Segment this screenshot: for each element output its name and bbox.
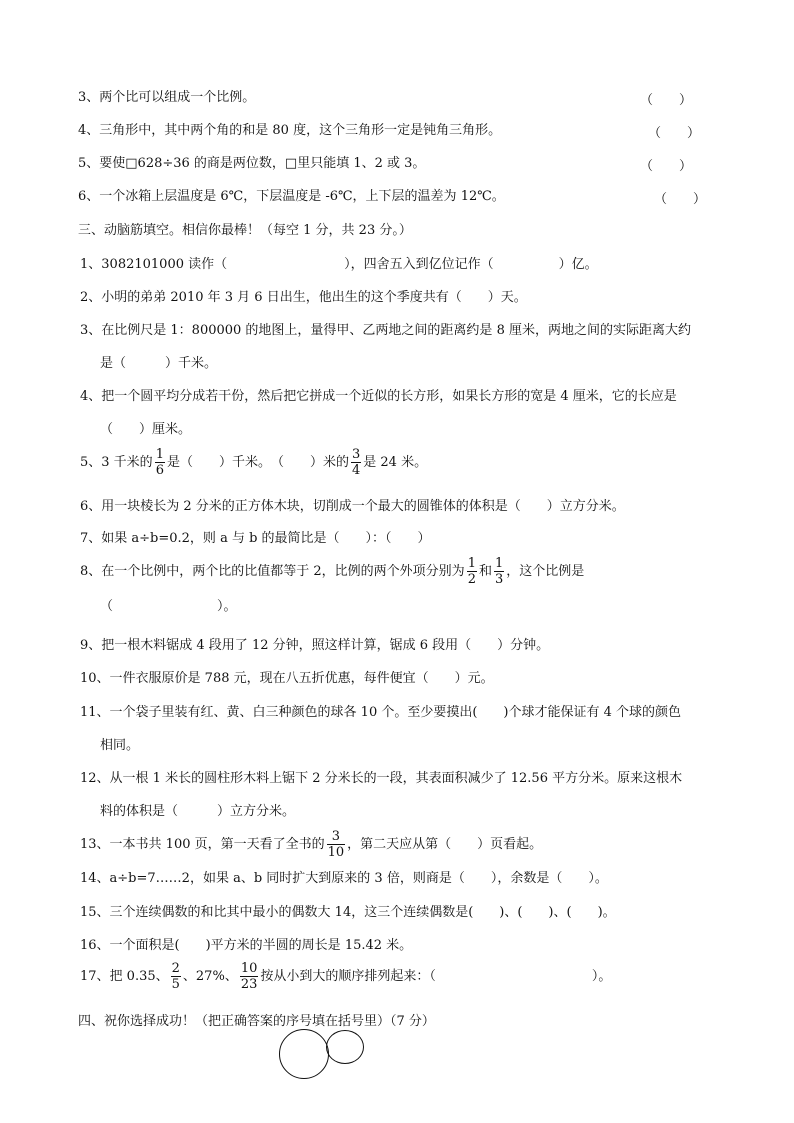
fraction <box>351 447 361 478</box>
numerator: 3 <box>351 447 361 462</box>
question-3: 3、在比例尺是 1：800000 的地图上，量得甲、乙两地之间的距离约是 8 厘米，两地之间的实际距离大约 <box>80 323 691 338</box>
question-2: 2、小明的弟弟 2010 年 3 月 6 日出生，他出生的这个季度共有（ ）天。 <box>80 290 527 305</box>
section-title: 三、动脑筋填空。相信你最棒！（每空 1 分，共 23 分。） <box>78 223 412 238</box>
numerator: 1 <box>467 556 476 571</box>
fraction <box>155 447 165 478</box>
numerator: 1 <box>494 556 504 571</box>
answer-paren[interactable]: （ ） <box>648 126 701 141</box>
question-4: 4、把一个圆平均分成若干份，然后把它拼成一个近似的长方形，如果长方形的宽是 4 厘米，它的长应是 <box>80 389 677 404</box>
q5-part1: 5、3 千米的 <box>80 455 153 470</box>
q5-part3: 是 24 米。 <box>363 455 428 470</box>
question-11-cont: 相同。 <box>100 738 140 753</box>
numerator: 3 <box>331 829 341 844</box>
fraction <box>467 556 477 587</box>
judge-q6: 6、一个冰箱上层温度是 6℃，下层温度是 -6℃，上下层的温差为 12℃。 <box>78 189 505 204</box>
denominator: 3 <box>494 572 504 587</box>
question-16: 16、一个面积是( )平方米的半圆的周长是 15.42 米。 <box>80 938 413 953</box>
numerator: 1 <box>155 447 164 462</box>
question-3-cont: 是（ ）千米。 <box>100 356 218 371</box>
question-12-cont: 料的体积是（ ）立方分米。 <box>100 804 296 819</box>
answer-paren[interactable]: （ ） <box>640 93 693 108</box>
q17-part3: 按从小到大的顺序排列起来：（ ）。 <box>260 969 612 984</box>
question-13 <box>80 828 542 862</box>
q13-part2: ，第二天应从第（ ）页看起。 <box>347 837 543 852</box>
fraction <box>327 829 346 860</box>
q17-part1: 17、把 0.35、 <box>80 969 169 984</box>
circle-shape <box>279 1029 329 1079</box>
question-9: 9、把一根木料锯成 4 段用了 12 分钟，照这样计算，锯成 6 段用（ ）分钟。 <box>80 638 550 653</box>
question-12: 12、从一根 1 米长的圆柱形木料上锯下 2 分米长的一段，其表面积减少了 12.56 平方分米。原来这根木 <box>80 771 683 786</box>
numerator: 10 <box>240 961 258 976</box>
q8-part1: 8、在一个比例中，两个比的比值都等于 2，比例的两个外项分别为 <box>80 564 465 579</box>
judge-q4: 4、三角形中，其中两个角的和是 80 度，这个三角形一定是钝角三角形。 <box>78 123 502 138</box>
fraction <box>171 961 181 992</box>
q13-part1: 13、一本书共 100 页，第一天看了全书的 <box>80 837 325 852</box>
denominator: 10 <box>327 845 345 860</box>
question-1: 1、3082101000 读作（ ），四舍五入到亿位记作（ ）亿。 <box>80 257 598 272</box>
question-5 <box>80 446 427 480</box>
answer-paren[interactable]: （ ） <box>654 192 707 207</box>
q5-part2: 是（ ）千米。 （ ）米的 <box>166 455 349 470</box>
q17-part2: 、27%、 <box>182 969 238 984</box>
denominator: 4 <box>351 463 361 478</box>
question-7: 7、如果 a÷b=0.2，则 a 与 b 的最简比是（ ）：（ ） <box>80 531 431 546</box>
denominator: 5 <box>171 977 180 992</box>
q8-part3: ，这个比例是 <box>506 564 585 579</box>
circle-shape <box>326 1030 364 1064</box>
denominator: 6 <box>155 463 164 478</box>
fraction <box>494 556 504 587</box>
question-11: 11、一个袋子里装有红、黄、白三种颜色的球各 10 个。至少要摸出( )个球才能保证有 4 个球的颜色 <box>80 705 682 720</box>
q8-part2: 和 <box>478 564 492 579</box>
judge-q3: 3、两个比可以组成一个比例。 <box>78 90 256 105</box>
answer-paren[interactable]: （ ） <box>640 159 693 174</box>
question-8-cont: （ ）。 <box>100 599 237 614</box>
numerator: 2 <box>171 961 180 976</box>
question-17 <box>80 960 611 994</box>
question-8 <box>80 555 584 589</box>
question-15: 15、三个连续偶数的和比其中最小的偶数大 14，这三个连续偶数是( )、( )、( )。 <box>80 905 616 920</box>
question-14: 14、a÷b=7……2，如果 a、b 同时扩大到原来的 3 倍，则商是（ ），余数是（ ）。 <box>80 871 608 886</box>
section-title: 四、祝你选择成功！（把正确答案的序号填在括号里）（7 分） <box>78 1014 435 1029</box>
denominator: 2 <box>467 572 476 587</box>
question-4-cont: （ ）厘米。 <box>100 422 192 437</box>
judge-q5: 5、要使□628÷36 的商是两位数，□里只能填 1、2 或 3。 <box>78 156 426 171</box>
question-6: 6、用一块棱长为 2 分米的正方体木块，切削成一个最大的圆锥体的体积是（ ）立方分米。 <box>80 499 625 514</box>
denominator: 23 <box>240 977 258 992</box>
question-10: 10、一件衣服原价是 788 元，现在八五折优惠，每件便宜（ ）元。 <box>80 671 494 686</box>
fraction <box>240 961 259 992</box>
